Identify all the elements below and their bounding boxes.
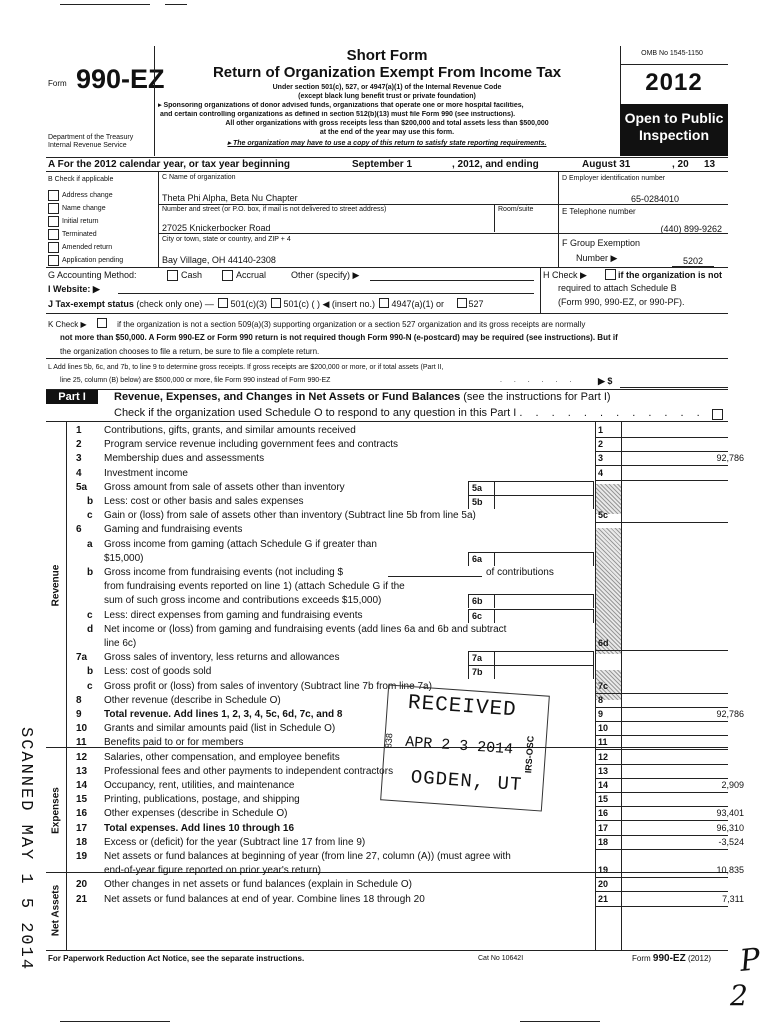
open-to-public-line2: Inspection bbox=[638, 127, 709, 143]
line-a-label: A For the 2012 calendar year, or tax year beginning bbox=[48, 159, 290, 170]
line-description: Other expenses (describe in Schedule O) bbox=[104, 808, 288, 819]
line-number-cell: 2 bbox=[598, 439, 604, 449]
line-description: end-of-year figure reported on prior year's return) bbox=[104, 865, 322, 876]
tax-year: 2012 bbox=[645, 69, 703, 96]
city-label: City or town, state or country, and ZIP + 4 bbox=[162, 236, 291, 243]
line-row bbox=[0, 694, 770, 707]
line-row bbox=[0, 580, 770, 593]
part-i-bottom-rule bbox=[46, 950, 728, 951]
footer-form-year: (2012) bbox=[687, 954, 712, 963]
line-number: 10 bbox=[76, 723, 88, 734]
subtitle-5: All other organizations with gross receipts less than $200,000 and total assets less than $500,000 bbox=[225, 120, 549, 127]
checkbox-501c[interactable] bbox=[271, 298, 281, 308]
checkbox-address-change[interactable] bbox=[48, 190, 59, 201]
line-number: 17 bbox=[76, 823, 88, 834]
line-row bbox=[0, 509, 770, 522]
line-description: Gross income from gaming (attach Schedule G if greater than bbox=[104, 539, 377, 550]
org-name[interactable]: Theta Phi Alpha, Beta Nu Chapter bbox=[162, 193, 298, 203]
open-to-public-line1: Open to Public bbox=[624, 110, 724, 126]
line-row bbox=[0, 878, 770, 891]
section-c-rule-2 bbox=[158, 233, 558, 234]
line-row bbox=[0, 566, 770, 579]
line-row bbox=[0, 665, 770, 678]
line-h-text2: if the organization is not bbox=[618, 270, 722, 280]
line-number-cell: 5c bbox=[598, 510, 609, 520]
inner-amount-box[interactable] bbox=[493, 665, 594, 679]
line-number-cell: 19 bbox=[598, 865, 609, 875]
main-title: Return of Organization Exempt From Income Tax bbox=[212, 64, 562, 81]
gross-receipts-amount-line[interactable] bbox=[620, 387, 728, 388]
dept-line1: Department of the Treasury bbox=[48, 134, 134, 141]
section-d-rule-1 bbox=[558, 204, 728, 205]
line-description: Net assets or fund balances at end of year. Combine lines 18 through 20 bbox=[104, 894, 425, 905]
line-a-comma20: , 20 bbox=[672, 159, 689, 170]
phone-value[interactable]: (440) 899-9262 bbox=[660, 224, 722, 234]
line-number: 6 bbox=[76, 524, 82, 535]
side-label-revenue: Revenue bbox=[50, 564, 62, 607]
side-label-net-assets: Net Assets bbox=[50, 884, 62, 937]
line-row bbox=[0, 467, 770, 480]
line-row bbox=[0, 864, 770, 877]
inner-amount-box[interactable] bbox=[493, 609, 594, 623]
section-bcd-bottom-rule bbox=[46, 267, 728, 268]
handwritten-2: 2 bbox=[730, 979, 748, 1012]
section-d-rule-2 bbox=[558, 233, 728, 234]
label-application-pending: Application pending bbox=[62, 257, 124, 264]
line-amount[interactable]: 93,401 bbox=[716, 808, 744, 818]
street-label: Number and street (or P.O. box, if mail is not delivered to street address) bbox=[162, 206, 387, 213]
line-amount[interactable]: 92,786 bbox=[716, 709, 744, 719]
scanned-stamp: SCANNED MAY 1 5 2014 bbox=[16, 727, 35, 972]
line-row bbox=[0, 452, 770, 465]
line-description: Total revenue. Add lines 1, 2, 3, 4, 5c, 6d, 7c, and 8 bbox=[104, 709, 343, 720]
line-k-text3: the organization chooses to file a return, be sure to file a complete return. bbox=[60, 347, 320, 356]
label-terminated: Terminated bbox=[62, 231, 97, 238]
line-j bbox=[48, 298, 484, 309]
line-number-cell: 14 bbox=[598, 780, 609, 790]
line-amount[interactable]: 2,909 bbox=[721, 780, 744, 790]
line-description: Grants and similar amounts paid (list in Schedule O) bbox=[104, 723, 336, 734]
footer-cat-number: Cat No 10642I bbox=[478, 955, 524, 962]
dept-line2: Internal Revenue Service bbox=[48, 142, 127, 149]
label-amended-return: Amended return bbox=[62, 244, 113, 251]
inner-amount-box[interactable] bbox=[493, 481, 594, 495]
line-description: Gross sales of inventory, less returns and allowances bbox=[104, 652, 340, 663]
line-amount[interactable]: -3,524 bbox=[718, 837, 744, 847]
inner-line-number: 7b bbox=[468, 665, 495, 679]
omb-divider bbox=[620, 64, 728, 65]
line-j-check: (check only one) — bbox=[136, 299, 214, 309]
line-number-cell: 16 bbox=[598, 808, 609, 818]
stamp-date: APR 2 3 2014 bbox=[404, 733, 514, 759]
ein-label: D Employer identification number bbox=[562, 175, 666, 182]
line-description: Net income or (loss) from gaming and fundraising events (add lines 6a and 6b and subtract bbox=[104, 624, 507, 635]
line-number: b bbox=[87, 666, 94, 677]
subtitle-1: Under section 501(c), 527, or 4947(a)(1) of the Internal Revenue Code bbox=[272, 84, 502, 91]
stamp-side-left: 838 bbox=[383, 732, 395, 749]
part-i-header-rule bbox=[46, 421, 728, 422]
subtitle-4: and certain controlling organizations as defined in section 512(b)(13) must file Form 990 (see instructions). bbox=[160, 111, 516, 118]
line-row bbox=[0, 609, 770, 622]
inner-line-number: 6c bbox=[468, 609, 495, 623]
side-label-expenses: Expenses bbox=[50, 787, 62, 834]
street-address[interactable]: 27025 Knickerbocker Road bbox=[162, 223, 271, 233]
top-scan-mark bbox=[60, 4, 150, 5]
inner-line-number: 7a bbox=[468, 651, 495, 665]
line-a-bottom-rule bbox=[46, 171, 728, 172]
line-number: a bbox=[87, 539, 93, 550]
line-number: 5a bbox=[76, 482, 88, 493]
label-527: 527 bbox=[468, 299, 484, 309]
label-accrual: Accrual bbox=[236, 270, 267, 280]
line-amount[interactable]: 10,835 bbox=[716, 865, 744, 875]
omb-number: OMB No 1545-1150 bbox=[641, 50, 703, 57]
contributions-amount-line[interactable] bbox=[388, 576, 482, 577]
part-i-title bbox=[114, 390, 611, 404]
line-description: Contributions, gifts, grants, and similar amounts received bbox=[104, 425, 356, 436]
inner-line-number: 6a bbox=[468, 552, 495, 566]
line-row bbox=[0, 523, 770, 536]
short-form-label: Short Form bbox=[346, 47, 428, 64]
line-description: Net assets or fund balances at beginning of year (from line 27, column (A)) (must agree with bbox=[104, 851, 511, 862]
line-amount[interactable]: 96,310 bbox=[716, 823, 744, 833]
line-number: 7a bbox=[76, 652, 88, 663]
line-row bbox=[0, 637, 770, 650]
line-number-cell: 21 bbox=[598, 894, 609, 904]
line-number-cell: 8 bbox=[598, 695, 604, 705]
line-number-cell: 4 bbox=[598, 468, 604, 478]
checkbox-501c3[interactable] bbox=[218, 298, 228, 308]
line-description: sum of such gross income and contributions exceeds $15,000) bbox=[104, 595, 382, 606]
line-rule bbox=[596, 906, 728, 907]
line-description: Total expenses. Add lines 10 through 16 bbox=[104, 823, 295, 834]
line-k-lead: K Check ▶ bbox=[48, 320, 87, 329]
line-description: Other changes in net assets or fund balances (explain in Schedule O) bbox=[104, 879, 412, 890]
line-number: 8 bbox=[76, 695, 82, 706]
line-number: c bbox=[87, 610, 93, 621]
line-rule bbox=[596, 820, 728, 821]
line-number: 12 bbox=[76, 752, 88, 763]
line-h-text3: required to attach Schedule B bbox=[558, 283, 677, 293]
line-a-end: August 31 bbox=[582, 159, 631, 170]
inner-line-number: 5b bbox=[468, 495, 495, 509]
line-number-cell: 20 bbox=[598, 879, 609, 889]
line-number-cell: 17 bbox=[598, 823, 609, 833]
line-a-top-rule bbox=[46, 157, 728, 158]
footer-form-prefix: Form bbox=[632, 954, 651, 963]
line-h-text1: H Check ▶ bbox=[543, 270, 587, 280]
line-description: Salaries, other compensation, and employee benefits bbox=[104, 752, 340, 763]
line-number: 2 bbox=[76, 439, 82, 450]
received-stamp bbox=[380, 684, 550, 811]
part-i-badge: Part I bbox=[46, 390, 98, 404]
footer-paperwork-notice: For Paperwork Reduction Act Notice, see the separate instructions. bbox=[48, 954, 305, 963]
line-row bbox=[0, 651, 770, 664]
line-h-divider bbox=[540, 267, 541, 313]
part-i-check-text: Check if the organization used Schedule O to respond to any question in this Part I bbox=[114, 407, 517, 419]
room-label: Room/suite bbox=[498, 206, 534, 213]
section-c-rule-1 bbox=[158, 204, 558, 205]
line-l-text1: L Add lines 5b, 6c, and 7b, to line 9 to determine gross receipts. If gross receipts are $200,000 or more, or if total assets (Part II, bbox=[48, 364, 444, 371]
checkbox-cash[interactable] bbox=[167, 270, 178, 281]
city-state-zip[interactable]: Bay Village, OH 44140-2308 bbox=[162, 255, 276, 265]
line-j-label: J Tax-exempt status bbox=[48, 299, 134, 309]
line-l-dots: . . . . . . bbox=[500, 377, 577, 384]
line-row bbox=[0, 538, 770, 551]
subtitle-6: at the end of the year may use this form. bbox=[319, 129, 455, 136]
checkbox-application-pending[interactable] bbox=[48, 255, 59, 266]
stamp-city: OGDEN, UT bbox=[410, 766, 523, 797]
line-description: Less: cost or other basis and sales expenses bbox=[104, 496, 304, 507]
line-number: 21 bbox=[76, 894, 88, 905]
line-number: 18 bbox=[76, 837, 88, 848]
line-number: d bbox=[87, 624, 94, 635]
line-description: Investment income bbox=[104, 468, 188, 479]
label-other-method: Other (specify) ▶ bbox=[291, 270, 360, 280]
accounting-method-label: G Accounting Method: bbox=[48, 270, 137, 280]
line-number-cell: 9 bbox=[598, 709, 604, 719]
line-number: 4 bbox=[76, 468, 82, 479]
line-number-cell: 1 bbox=[598, 425, 604, 435]
label-501c3: 501(c)(3) bbox=[230, 299, 267, 309]
line-number: 19 bbox=[76, 851, 88, 862]
checkbox-initial-return[interactable] bbox=[48, 216, 59, 227]
ein-value[interactable]: 65-0284010 bbox=[630, 194, 680, 204]
line-number: 15 bbox=[76, 794, 88, 805]
label-name-change: Name change bbox=[62, 205, 106, 212]
line-h-text4: (Form 990, 990-EZ, or 990-PF). bbox=[558, 297, 685, 307]
section-b-title: B Check if applicable bbox=[48, 176, 114, 183]
checkbox-terminated[interactable] bbox=[48, 229, 59, 240]
line-description: Excess or (deficit) for the year (Subtract line 17 from line 9) bbox=[104, 837, 366, 848]
line-k-text1: if the organization is not a section 509(a)(3) supporting organization or a section 527 organization and its gross receipts are normally bbox=[117, 320, 586, 329]
line-row bbox=[0, 495, 770, 508]
line-description: Membership dues and assessments bbox=[104, 453, 265, 464]
line-row bbox=[0, 680, 770, 693]
label-initial-return: Initial return bbox=[62, 218, 99, 225]
line-description: Occupancy, rent, utilities, and maintenance bbox=[104, 780, 295, 791]
label-4947: 4947(a)(1) or bbox=[391, 299, 444, 309]
checkbox-4947[interactable] bbox=[379, 298, 389, 308]
group-number-value[interactable]: 5202 bbox=[672, 256, 714, 267]
checkbox-schedule-o-part-i[interactable] bbox=[712, 409, 723, 420]
footer-form-id bbox=[632, 954, 711, 963]
line-amount[interactable]: 92,786 bbox=[716, 453, 744, 463]
form-prefix: Form bbox=[48, 79, 67, 88]
subtitle-7: ▸ The organization may have to use a copy of this return to satisfy state reporting requirements. bbox=[227, 140, 547, 147]
line-j-bottom-rule bbox=[46, 313, 728, 314]
label-cash: Cash bbox=[181, 270, 203, 280]
line-number: b bbox=[87, 567, 94, 578]
line-a-mid: , 2012, and ending bbox=[452, 159, 539, 170]
section-d-divider bbox=[558, 171, 559, 267]
line-number: 20 bbox=[76, 879, 88, 890]
part-i-title-main: Revenue, Expenses, and Changes in Net Assets or Fund Balances bbox=[114, 391, 461, 403]
part-i-check-dots: . . . . . . . . . . . . bbox=[519, 407, 705, 419]
line-description: Gross profit or (loss) from sales of inventory (Subtract line 7b from line 7a) bbox=[104, 681, 432, 692]
line-description: Benefits paid to or for members bbox=[104, 737, 244, 748]
other-method-line[interactable] bbox=[370, 280, 534, 281]
line-number: 1 bbox=[76, 425, 82, 436]
line-description: Gain or (loss) from sale of assets other than inventory (Subtract line 5b from line 5a) bbox=[104, 510, 476, 521]
line-number: 16 bbox=[76, 808, 88, 819]
line-k-text2: not more than $50,000. A Form 990-EZ or Form 990 return is not required though Form 990-N (e-postcard) may be required (see instructions). But if bbox=[60, 333, 618, 342]
inner-amount-box[interactable] bbox=[493, 651, 594, 665]
line-number: 11 bbox=[76, 737, 87, 748]
website-label: I Website: ▶ bbox=[48, 284, 100, 294]
form-number: 990-EZ bbox=[76, 64, 165, 94]
line-l-arrow: ▶ $ bbox=[598, 376, 613, 386]
line-description: from fundraising events reported on line 1) (attach Schedule G if the bbox=[104, 581, 405, 592]
stamp-side-right: IRS-OSC bbox=[523, 735, 536, 774]
website-line[interactable] bbox=[118, 293, 534, 294]
line-row bbox=[0, 623, 770, 636]
line-number-cell: 18 bbox=[598, 837, 609, 847]
line-number: 3 bbox=[76, 453, 82, 464]
line-number-cell: 10 bbox=[598, 723, 609, 733]
bottom-scan-mark bbox=[60, 1021, 170, 1022]
phone-label: E Telephone number bbox=[562, 207, 636, 216]
line-number-cell: 13 bbox=[598, 766, 609, 776]
line-row bbox=[0, 481, 770, 494]
part-i-title-tail: (see the instructions for Part I) bbox=[463, 391, 611, 403]
footer-form-number: 990-EZ bbox=[652, 953, 686, 964]
checkbox-schedule-b[interactable] bbox=[605, 269, 616, 280]
line-row bbox=[0, 822, 770, 835]
line-row bbox=[0, 594, 770, 607]
line-row bbox=[0, 850, 770, 863]
line-description: line 6c) bbox=[104, 638, 137, 649]
line-number-cell: 3 bbox=[598, 453, 604, 463]
handwritten-p: P bbox=[738, 942, 762, 979]
line-number: c bbox=[87, 681, 93, 692]
line-description: Program service revenue including government fees and contracts bbox=[104, 439, 399, 450]
line-description: Less: cost of goods sold bbox=[104, 666, 212, 677]
line-number: c bbox=[87, 510, 93, 521]
subtitle-3: ▸ Sponsoring organizations of donor advised funds, organizations that operate one or more hospital facilities, bbox=[158, 102, 524, 109]
inner-line-number: 6b bbox=[468, 594, 495, 608]
open-to-public-box bbox=[620, 104, 728, 156]
label-501c: 501(c) ( bbox=[283, 299, 315, 309]
line-number-cell: 7c bbox=[598, 681, 609, 691]
line-row bbox=[0, 836, 770, 849]
line-rule bbox=[596, 891, 728, 892]
line-number-cell: 12 bbox=[598, 752, 609, 762]
line-description: Less: direct expenses from gaming and fundraising events bbox=[104, 610, 363, 621]
line-row bbox=[0, 893, 770, 906]
stamp-received: RECEIVED bbox=[407, 691, 518, 723]
line-rule bbox=[596, 749, 728, 750]
line-k-row1 bbox=[48, 318, 585, 329]
line-a-begin: September 1 bbox=[352, 159, 413, 170]
line-rule bbox=[596, 465, 728, 466]
line-description-tail: of contributions bbox=[486, 567, 554, 578]
line-description: Professional fees and other payments to independent contractors bbox=[104, 766, 394, 777]
line-a-end-year: 13 bbox=[704, 159, 716, 170]
line-description: Gross amount from sale of assets other than inventory bbox=[104, 482, 345, 493]
line-row bbox=[0, 552, 770, 565]
bottom-scan-mark bbox=[520, 1021, 600, 1022]
line-k-bottom-rule bbox=[46, 358, 728, 359]
room-divider bbox=[494, 204, 495, 232]
inner-amount-box[interactable] bbox=[493, 552, 594, 566]
line-row bbox=[0, 438, 770, 451]
line-amount[interactable]: 7,311 bbox=[722, 894, 744, 904]
line-description: Other revenue (describe in Schedule O) bbox=[104, 695, 281, 706]
inner-line-number: 5a bbox=[468, 481, 495, 495]
checkbox-527[interactable] bbox=[457, 298, 467, 308]
line-number: b bbox=[87, 496, 94, 507]
checkbox-accrual[interactable] bbox=[222, 270, 233, 281]
checkbox-line-k[interactable] bbox=[97, 318, 107, 328]
section-b-divider bbox=[158, 171, 159, 267]
line-l-text2: line 25, column (B) below) are $500,000 or more, file Form 990 instead of Form 990-EZ bbox=[60, 377, 331, 384]
line-description: $15,000) bbox=[104, 553, 144, 564]
checkbox-name-change[interactable] bbox=[48, 203, 59, 214]
line-number-cell: 11 bbox=[598, 737, 608, 747]
top-scan-mark bbox=[165, 4, 187, 5]
line-row bbox=[0, 424, 770, 437]
line-description: Gaming and fundraising events bbox=[104, 524, 243, 535]
checkbox-amended-return[interactable] bbox=[48, 242, 59, 253]
label-insert-no: ) ◀ (insert no.) bbox=[317, 299, 375, 309]
group-number-label: Number ▶ bbox=[576, 253, 618, 263]
line-description: Printing, publications, postage, and shipping bbox=[104, 794, 300, 805]
part-i-check-line bbox=[114, 407, 705, 420]
group-exemption-label: F Group Exemption bbox=[562, 238, 641, 248]
label-address-change: Address change bbox=[62, 192, 113, 199]
line-number: 14 bbox=[76, 780, 88, 791]
line-number-cell: 6d bbox=[598, 638, 609, 648]
line-description: Gross income from fundraising events (not including $ bbox=[104, 567, 344, 578]
inner-amount-box[interactable] bbox=[493, 495, 594, 509]
subtitle-2: (except black lung benefit trust or private foundation) bbox=[298, 93, 476, 100]
line-number: 13 bbox=[76, 766, 88, 777]
inner-amount-box[interactable] bbox=[493, 594, 594, 608]
line-row bbox=[0, 807, 770, 820]
line-number: 9 bbox=[76, 709, 82, 720]
org-name-label: C Name of organization bbox=[162, 174, 236, 181]
line-number-cell: 15 bbox=[598, 794, 609, 804]
